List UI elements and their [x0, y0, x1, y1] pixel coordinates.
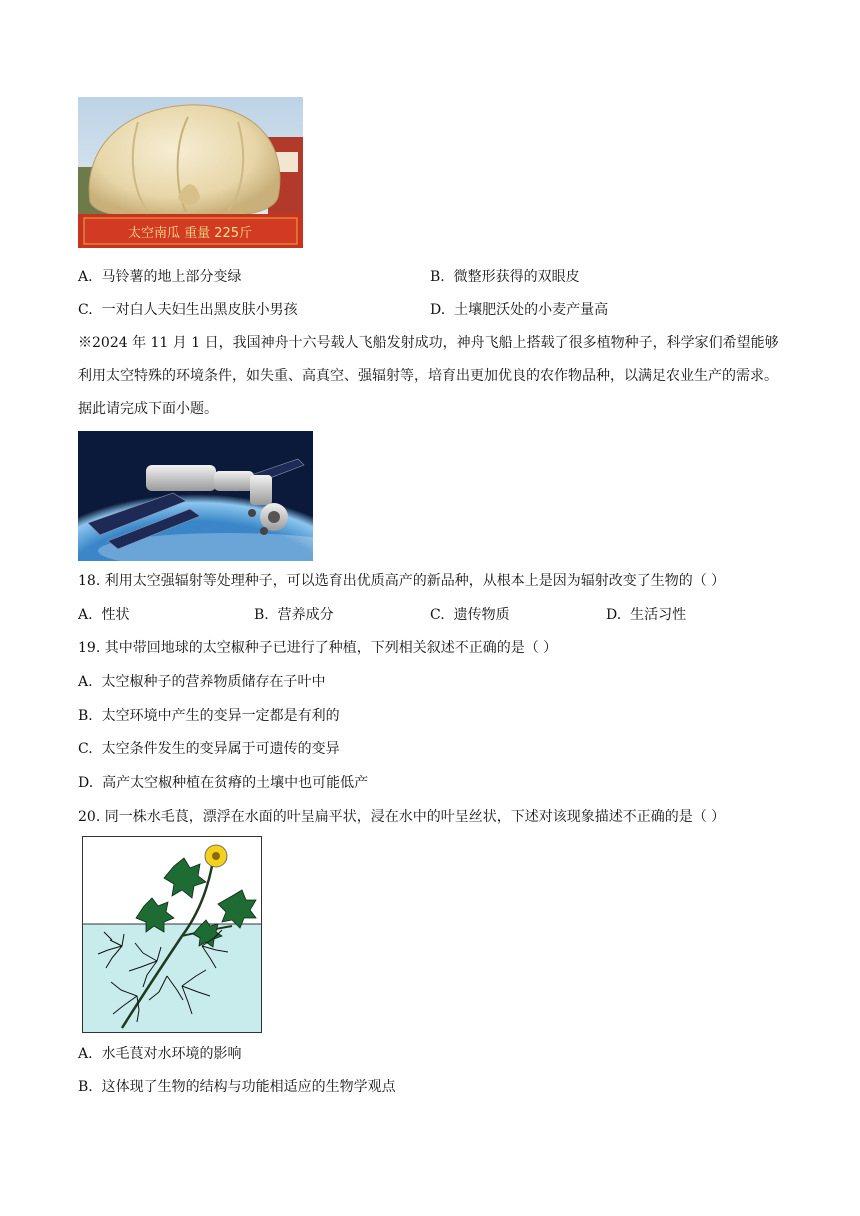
- q20-option-a[interactable]: A. 水毛茛对水环境的影响: [78, 1046, 242, 1062]
- q18-option-b[interactable]: B. 营养成分: [254, 607, 334, 623]
- q19-stem: 19. 其中带回地球的太空椒种子已进行了种植，下列相关叙述不正确的是（ ）: [78, 640, 558, 656]
- flower-icon: [205, 845, 227, 867]
- q19-option-b[interactable]: B. 太空环境中产生的变异一定都是有利的: [78, 708, 340, 724]
- q17-option-a[interactable]: A. 马铃薯的地上部分变绿: [78, 269, 242, 285]
- q17-option-c[interactable]: C. 一对白人夫妇生出黑皮肤小男孩: [78, 302, 298, 318]
- q19-option-d[interactable]: D. 高产太空椒种植在贫瘠的土壤中也可能低产: [78, 775, 369, 791]
- q19-option-a[interactable]: A. 太空椒种子的营养物质储存在子叶中: [78, 674, 326, 690]
- q17-option-d[interactable]: D. 土壤肥沃处的小麦产量高: [430, 302, 609, 318]
- q18-option-a[interactable]: A. 性状: [78, 607, 130, 623]
- q19-option-c[interactable]: C. 太空条件发生的变异属于可遗传的变异: [78, 741, 340, 757]
- q18-option-c[interactable]: C. 遗传物质: [430, 607, 510, 623]
- intro-paragraph: ※2024 年 11 月 1 日，我国神舟十六号载人飞船发射成功，神舟飞船上搭载了很多植物种子，科学家们希望能够利用太空特殊的环境条件，如失重、高真空、强辐射等，培育出更加优良的农作物品种，以满足农业生产的需求。据此请完成下面小题。: [78, 335, 779, 417]
- space-station-photo: [78, 431, 313, 561]
- q20-option-b[interactable]: B. 这体现了生物的结构与功能相适应的生物学观点: [78, 1079, 396, 1095]
- q18-stem: 18. 利用太空强辐射等处理种子，可以选育出优质高产的新品种，从根本上是因为辐射改变了生物的（ ）: [78, 573, 726, 589]
- water-buttercup-figure: [82, 836, 262, 1034]
- q20-stem: 20. 同一株水毛茛，漂浮在水面的叶呈扁平状，浸在水中的叶呈丝状，下述对该现象描述不正确的是（ ）: [78, 809, 726, 825]
- space-pumpkin-photo: [78, 97, 303, 248]
- q17-option-b[interactable]: B. 微整形获得的双眼皮: [430, 269, 580, 285]
- pumpkin-sign-text: 太空南瓜 重量 225斤: [127, 226, 253, 241]
- q18-option-d[interactable]: D. 生活习性: [606, 607, 687, 623]
